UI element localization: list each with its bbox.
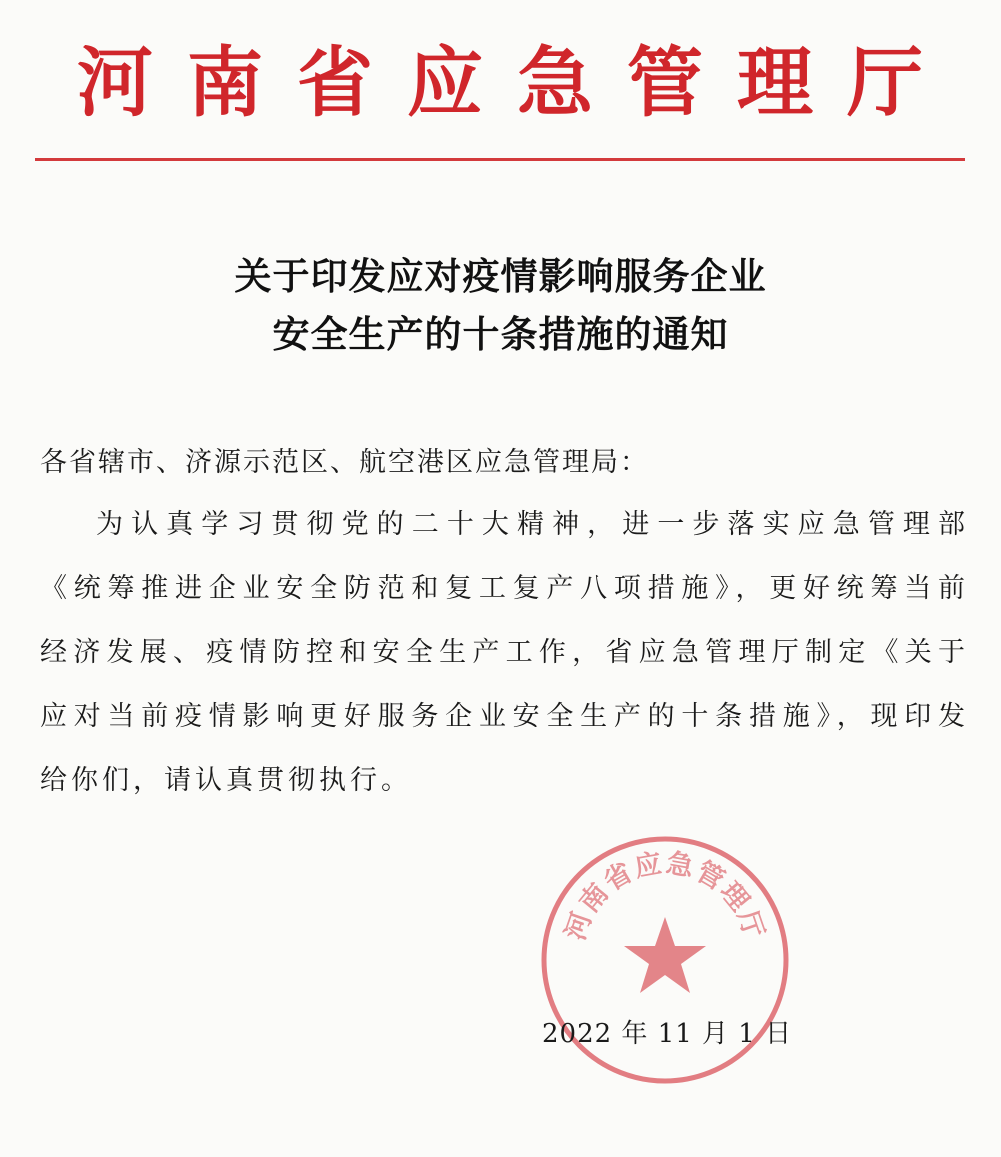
document-title-line-1: 关于印发应对疫情影响服务企业: [234, 255, 767, 298]
body-line-4: 应对当前疫情影响更好服务企业安全生产的十条措施》，现印发: [40, 701, 965, 732]
star-icon: [624, 917, 706, 993]
body-line-5: 给你们，请认真贯彻执行。: [40, 765, 412, 796]
seal-text: 河南省应急管理厅: [560, 847, 770, 945]
body-line-3: 经济发展、疫情防控和安全生产工作，省应急管理厅制定《关于: [40, 637, 965, 668]
document-title-line-2: 安全生产的十条措施的通知: [272, 313, 729, 356]
body-line-2: 《统筹推进企业安全防范和复工复产八项措施》，更好统筹当前: [40, 573, 965, 604]
addressee: 各省辖市、济源示范区、航空港区应急管理局：: [40, 447, 649, 478]
issue-date: 2022 年 11 月 1 日: [542, 1019, 793, 1049]
body-line-1: 为认真学习贯彻党的二十大精神，进一步落实应急管理部: [96, 509, 965, 540]
red-divider-line: [35, 158, 965, 161]
issuing-authority-header: 河南省应急管理厅: [77, 38, 957, 127]
